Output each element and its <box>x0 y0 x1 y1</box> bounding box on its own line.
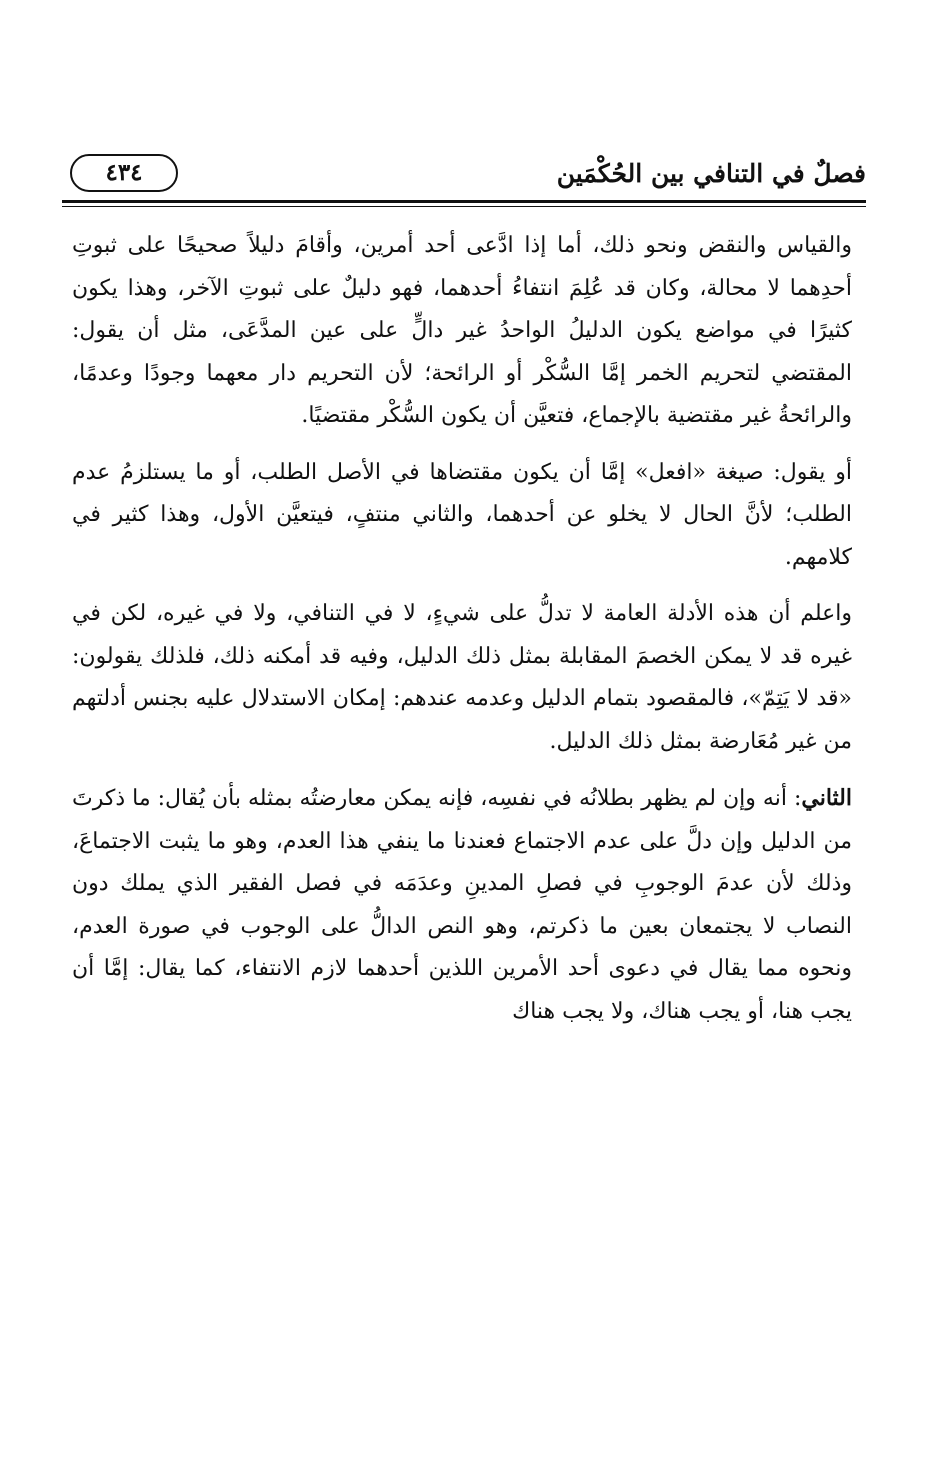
paragraph-4 <box>72 777 852 1033</box>
page-header <box>62 152 866 198</box>
header-rule-thick <box>62 200 866 203</box>
paragraph-1-text: والقياس والنقض ونحو ذلك، أما إذا ادَّعى أحد أمرين، وأقامَ دليلاً صحيحًا على ثبوتِ أحدِهما لا محالة، وكان قد عُلِمَ انتفاءُ أحدهما، فهو دليلٌ على ثبوتِ الآخر، وهذا يكون كثيرًا في مواضع يكون الدليلُ الواحدُ غير دالٍّ على عين المدَّعَى، مثل أن يقول: المقتضي لتحريم الخمر إمَّا السُّكْر أو الرائحة؛ لأن التحريم دار معهما وجودًا وعدمًا، والرائحةُ غير مقتضية بالإجماع، فتعيَّن أن يكون السُّكْر مقتضيًا. <box>72 233 852 428</box>
paragraph-2-text: أو يقول: صيغة «افعل» إمَّا أن يكون مقتضاها في الأصل الطلب، أو ما يستلزمُ عدم الطلب؛ لأنَّ الحال لا يخلو عن أحدهما، والثاني منتفٍ، فيتعيَّن الأول، وهذا كثير في كلامهم. <box>72 459 852 570</box>
body-text <box>72 225 852 1033</box>
paragraph-4-text: : أنه وإن لم يظهر بطلانُه في نفسِه، فإنه يمكن معارضتُه بمثله بأن يُقال: ما ذكرتَ من الدليل وإن دلَّ على عدم الاجتماع فعندنا ما ينفي هذا العدم، وهو ما يثبت الاجتماعَ، وذلك لأن عدمَ الوجوبِ في فصلِ المدينِ وعدَمَه في فصل الفقير الذي يملك دون النصاب لا يجتمعان بعين ما ذكرتم، وهو النص الدالُّ على الوجوب في صورة العدم، ونحوه مما يقال في دعوى أحد الأمرين اللذين أحدهما لازم الانتفاء، كما يقال: إمَّا أن يجب هنا، أو يجب هناك، ولا يجب هناك <box>72 786 852 1024</box>
header-rule-thin <box>62 206 866 207</box>
page-number: ٤٣٤ <box>70 154 178 192</box>
paragraph-4-lead-word: الثاني <box>801 785 852 811</box>
running-title: فصلٌ في التنافي بين الحُكْمَين <box>556 159 866 188</box>
paragraph-3-text: واعلم أن هذه الأدلة العامة لا تدلُّ على شيءٍ، لا في التنافي، ولا في غيره، لكن في غيره قد لا يمكن الخصمَ المقابلة بمثل ذلك الدليل، وفيه قد أمكنه ذلك، فلذلك يقولون: «قد لا يَتِمّ»، فالمقصود بتمام الدليل وعدمه عندهم: إمكان الاستدلال عليه بجنس أدلتهم من غير مُعَارضة بمثل ذلك الدليل. <box>72 601 852 754</box>
paragraph-1 <box>72 225 852 438</box>
paragraph-3 <box>72 593 852 763</box>
paragraph-2 <box>72 452 852 580</box>
